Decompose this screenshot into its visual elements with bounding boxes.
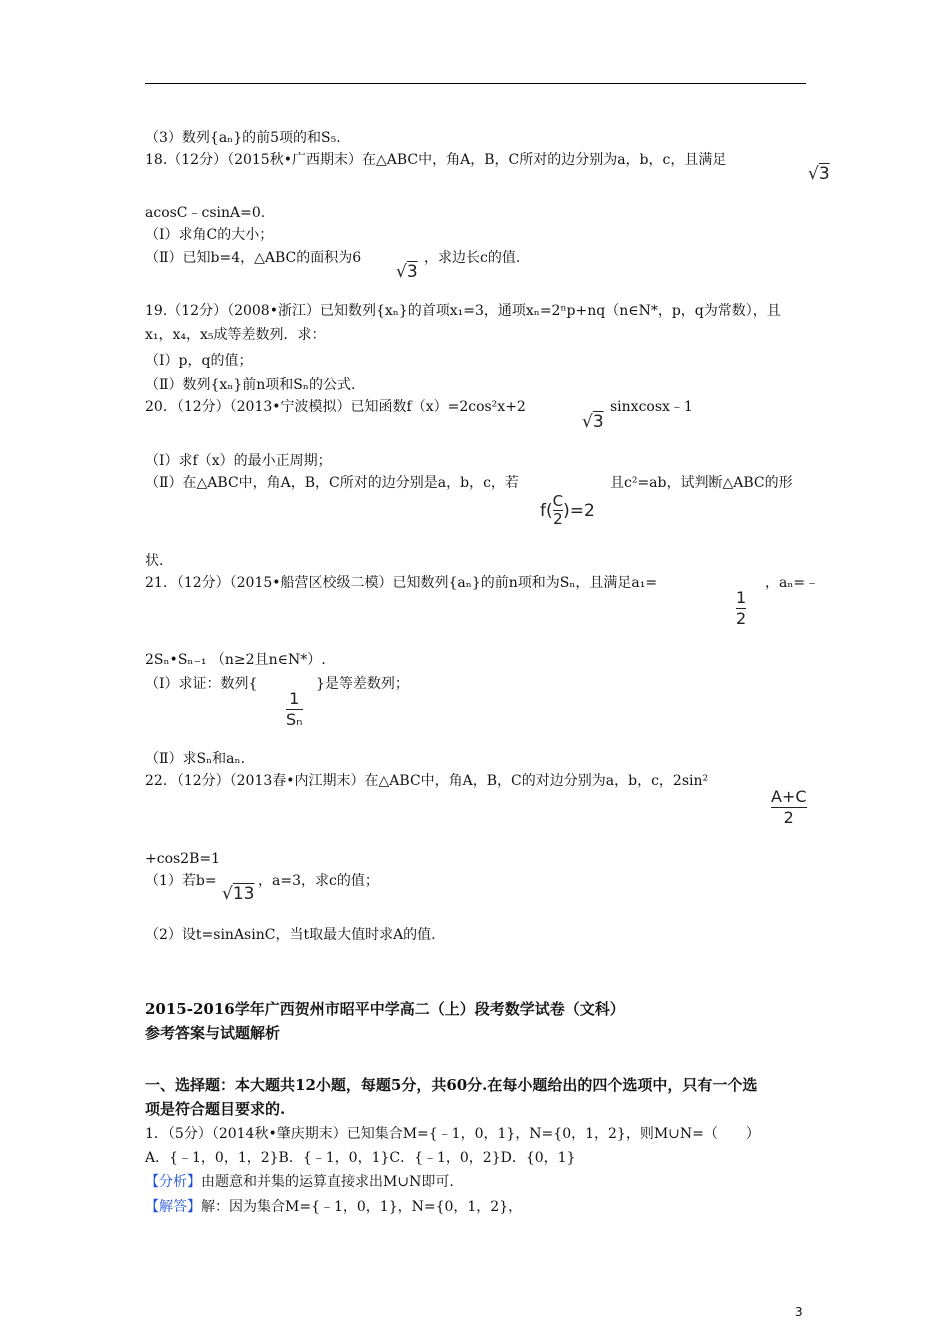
- section-heading: 一、选择题：本大题共12小题，每题5分，共60分.在每小题给出的四个选项中，只有一个选: [145, 1076, 758, 1094]
- text-line: 且c²=ab，试判断△ABC的形: [610, 475, 793, 491]
- text-line: ，aₙ=﹣: [765, 575, 820, 591]
- sqrt3-formula: √3: [396, 262, 418, 282]
- text-line: （Ⅱ）求Sₙ和aₙ.: [145, 751, 246, 767]
- problem-19: 19.（12分）（2008•浙江）已知数列{xₙ}的首项x₁=3，通项xₙ=2ⁿp+nq（n∈N*，p，q为常数），且: [145, 303, 781, 319]
- text-line: 2Sₙ•Sₙ₋₁ （n≥2且n∈N*）.: [145, 652, 326, 668]
- sqrt3-formula: √3: [582, 412, 604, 432]
- text-line: （Ⅰ）p，q的值；: [145, 353, 253, 369]
- text-line: （1）若b=: [145, 873, 217, 889]
- text-line: 状.: [145, 553, 164, 569]
- text-line: sinxcosx﹣1: [610, 399, 693, 415]
- text-line: （Ⅱ）已知b=4，△ABC的面积为6: [145, 250, 362, 266]
- text-line: ，求边长c的值.: [424, 250, 521, 266]
- problem-22: 22．（12分）（2013春•内江期末）在△ABC中，角A，B，C的对边分别为a，b，c，2sin²: [145, 773, 709, 789]
- text-line: }是等差数列；: [316, 676, 409, 692]
- solution-text: 解：因为集合M={﹣1，0，1}，N={0，1，2}，: [201, 1199, 523, 1215]
- problem-20: 20．（12分）（2013•宁波模拟）已知函数f（x）=2cos²x+2: [145, 399, 526, 415]
- f-c-half-formula: f( $\frac{C}{2}$ )=2: [540, 492, 595, 528]
- problem-21: 21．（12分）（2015•船营区校级二模）已知数列{aₙ}的前n项和为Sₙ，且满足a₁=: [145, 575, 658, 591]
- sqrt3-formula: √3: [808, 164, 830, 184]
- page-number: 3: [795, 1305, 803, 1319]
- text-line: +cos2B=1: [145, 851, 221, 867]
- question-1: 1．（5分）（2014秋•肇庆期末）已知集合M={﹣1，0，1}，N={0，1，2}，则M∪N=（ ）: [145, 1126, 760, 1142]
- text-line: （Ⅰ）求角C的大小；: [145, 227, 274, 243]
- problem-18: 18.（12分）（2015秋•广西期末）在△ABC中，角A，B，C所对的边分别为a，b，c，且满足: [145, 152, 727, 168]
- text-line: （2）设t=sinAsinC，当t取最大值时求A的值.: [145, 927, 436, 943]
- sqrt13-formula: √13: [222, 884, 255, 904]
- answer-subtitle: 参考答案与试题解析: [145, 1024, 281, 1042]
- solution-line: [145, 1198, 522, 1216]
- analysis-tag: 【分析】: [145, 1174, 201, 1190]
- section-heading: 项是符合题目要求的.: [145, 1100, 286, 1118]
- text-line: （Ⅱ）在△ABC中，角A，B，C所对的边分别是a，b，c，若: [145, 475, 519, 491]
- solution-tag: 【解答】: [145, 1199, 201, 1215]
- answer-title: 2015-2016学年广西贺州市昭平中学高二（上）段考数学试卷（文科）: [145, 1000, 625, 1018]
- fraction-one-half: 1 2: [736, 588, 747, 628]
- header-rule: [145, 83, 806, 84]
- text-line: acosC﹣csinA=0.: [145, 205, 266, 221]
- fraction-one-over-sn: 1 Sₙ: [286, 689, 303, 729]
- question-1-options: A．{﹣1，0，1，2}B．{﹣1，0，1}C．{﹣1，0，2}D．{0，1}: [145, 1150, 576, 1166]
- analysis-text: 由题意和并集的运算直接求出M∪N即可.: [201, 1174, 454, 1190]
- text-line: ，a=3，求c的值；: [258, 873, 379, 889]
- analysis-line: [145, 1173, 454, 1191]
- text-line: （Ⅰ）求f（x）的最小正周期；: [145, 453, 332, 469]
- fraction-a-plus-c-over-2: A+C 2: [771, 787, 807, 827]
- text-line: （Ⅱ）数列{xₙ}前n项和Sₙ的公式.: [145, 377, 356, 393]
- text-line: x₁，x₄，x₅成等差数列．求：: [145, 327, 326, 343]
- text-line: （3）数列{aₙ}的前5项的和S₅.: [145, 130, 341, 146]
- text-line: （Ⅰ）求证：数列{: [145, 676, 258, 692]
